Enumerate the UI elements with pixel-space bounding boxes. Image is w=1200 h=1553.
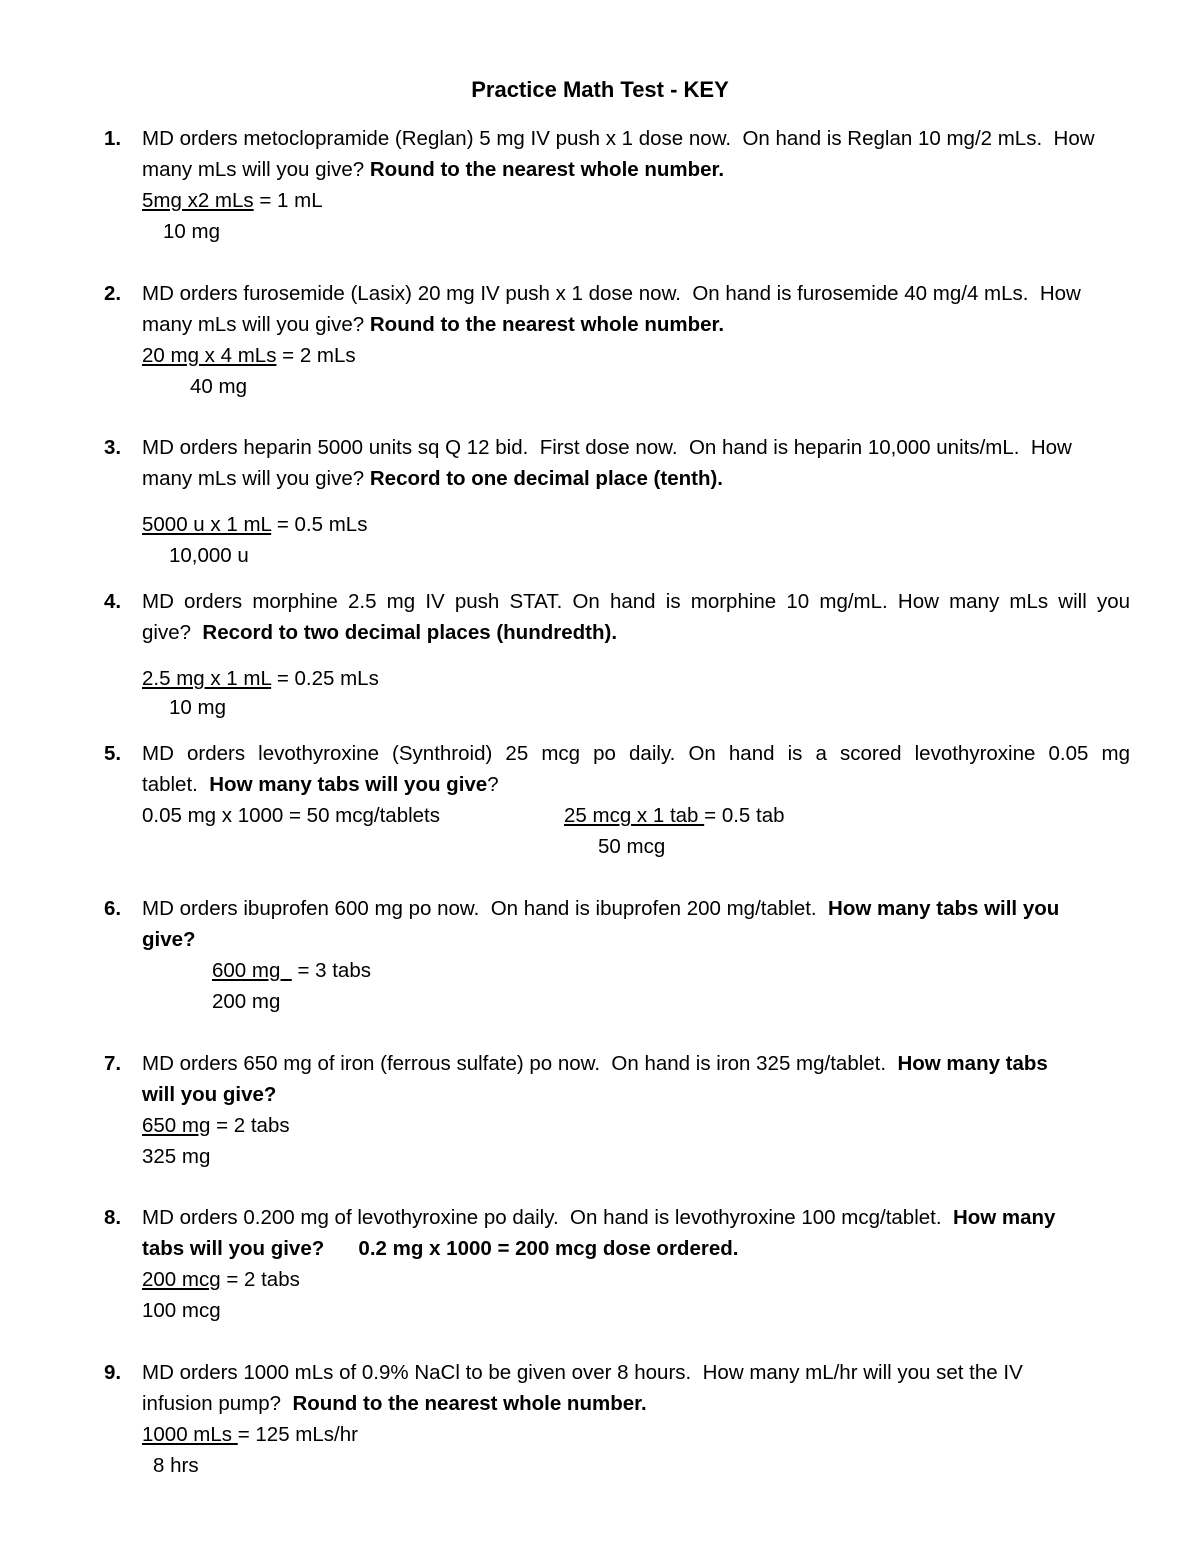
question-text-line2: many mLs will you give? Round to the nearest whole number. <box>142 158 725 181</box>
answer-numerator: 650 mg = 2 tabs <box>142 1114 290 1137</box>
answer-numerator: 2.5 mg x 1 mL = 0.25 mLs <box>142 667 379 690</box>
question-9 <box>104 1357 1130 1481</box>
instruction: Record to one decimal place (tenth). <box>369 467 723 490</box>
answer-denominator: 10,000 u <box>169 544 249 567</box>
instruction: Round to the nearest whole number. <box>292 1392 647 1415</box>
instruction: How many tabs will you <box>828 897 1060 920</box>
question-8 <box>104 1202 1130 1326</box>
question-number: 7. <box>104 1052 122 1075</box>
answer-denominator: 200 mg <box>212 990 281 1013</box>
question-1 <box>104 123 1130 247</box>
instruction: How many tabs will you give <box>209 773 488 796</box>
question-3 <box>104 432 1130 571</box>
question-text: MD orders furosemide (Lasix) 20 mg IV push x 1 dose now. On hand is furosemide 40 mg/4 mLs. How <box>142 282 1081 305</box>
instruction-line2: give? <box>142 928 196 951</box>
conversion-line: 0.05 mg x 1000 = 50 mcg/tablets <box>142 804 441 827</box>
answer-block <box>142 800 1130 862</box>
answer-numerator: 1000 mLs = 125 mLs/hr <box>142 1423 358 1446</box>
answer-numerator: 20 mg x 4 mLs = 2 mLs <box>142 344 356 367</box>
answer-denominator: 100 mcg <box>142 1299 221 1322</box>
page-title: Practice Math Test - KEY <box>471 77 729 102</box>
question-number: 4. <box>104 590 122 613</box>
question-text-line2: many mLs will you give? Record to one decimal place (tenth). <box>142 467 723 490</box>
answer-denominator: 10 mg <box>163 220 220 243</box>
question-number: 2. <box>104 282 122 305</box>
question-text-line2: many mLs will you give? Round to the nearest whole number. <box>142 313 725 336</box>
answer-denominator: 40 mg <box>190 375 247 398</box>
answer-denominator: 50 mcg <box>598 835 666 858</box>
answer-numerator: 600 mg = 3 tabs <box>212 959 371 982</box>
instruction: Round to the nearest whole number. <box>369 313 725 336</box>
answer-numerator: 200 mcg = 2 tabs <box>142 1268 300 1291</box>
question-number: 6. <box>104 897 122 920</box>
question-7 <box>104 1048 1130 1172</box>
question-number: 1. <box>104 127 122 150</box>
instruction-line2: will you give? <box>142 1083 277 1106</box>
instruction: How many <box>952 1206 1056 1229</box>
question-text-line2: give? Record to two decimal places (hundredth). <box>142 621 618 644</box>
answer-denominator: 8 hrs <box>153 1454 199 1477</box>
answer-denominator: 10 mg <box>169 696 226 719</box>
instruction: Record to two decimal places (hundredth). <box>202 621 618 644</box>
question-text: MD orders morphine 2.5 mg IV push STAT. On hand is morphine 10 mg/mL. How many mLs will you <box>142 590 1130 613</box>
instruction: Round to the nearest whole number. <box>369 158 725 181</box>
question-number: 3. <box>104 436 122 459</box>
question-text-line2: tablet. How many tabs will you give? <box>142 773 499 796</box>
question-text-line2: infusion pump? Round to the nearest whole number. <box>142 1392 647 1415</box>
question-number: 5. <box>104 742 122 765</box>
question-5 <box>104 738 1130 862</box>
answer-numerator: 5mg x2 mLs = 1 mL <box>142 189 323 212</box>
question-number: 8. <box>104 1206 122 1229</box>
question-text: MD orders ibuprofen 600 mg po now. On hand is ibuprofen 200 mg/tablet. How many tabs will you <box>142 897 1060 920</box>
question-text: MD orders metoclopramide (Reglan) 5 mg IV push x 1 dose now. On hand is Reglan 10 mg/2 mLs. How <box>142 127 1095 150</box>
answer-numerator: 5000 u x 1 mL = 0.5 mLs <box>142 513 368 536</box>
answer-numerator: 25 mcg x 1 tab = 0.5 tab <box>564 804 785 827</box>
question-6 <box>104 893 1130 1017</box>
question-4 <box>104 586 1130 723</box>
question-text: MD orders 650 mg of iron (ferrous sulfate) po now. On hand is iron 325 mg/tablet. How many tabs <box>142 1052 1048 1075</box>
instruction: How many tabs <box>897 1052 1048 1075</box>
question-text: MD orders levothyroxine (Synthroid) 25 mcg po daily. On hand is a scored levothyroxine 0.05 mg <box>142 742 1130 765</box>
question-text: MD orders 1000 mLs of 0.9% NaCl to be given over 8 hours. How many mL/hr will you set the IV <box>142 1361 1023 1384</box>
question-2 <box>104 278 1130 402</box>
question-number: 9. <box>104 1361 122 1384</box>
instruction-line2: tabs will you give? 0.2 mg x 1000 = 200 mcg dose ordered. <box>142 1237 739 1260</box>
question-text: MD orders 0.200 mg of levothyroxine po daily. On hand is levothyroxine 100 mcg/tablet. How many <box>142 1206 1056 1229</box>
answer-denominator: 325 mg <box>142 1145 211 1168</box>
question-text: MD orders heparin 5000 units sq Q 12 bid. First dose now. On hand is heparin 10,000 units/mL. How <box>142 436 1072 459</box>
